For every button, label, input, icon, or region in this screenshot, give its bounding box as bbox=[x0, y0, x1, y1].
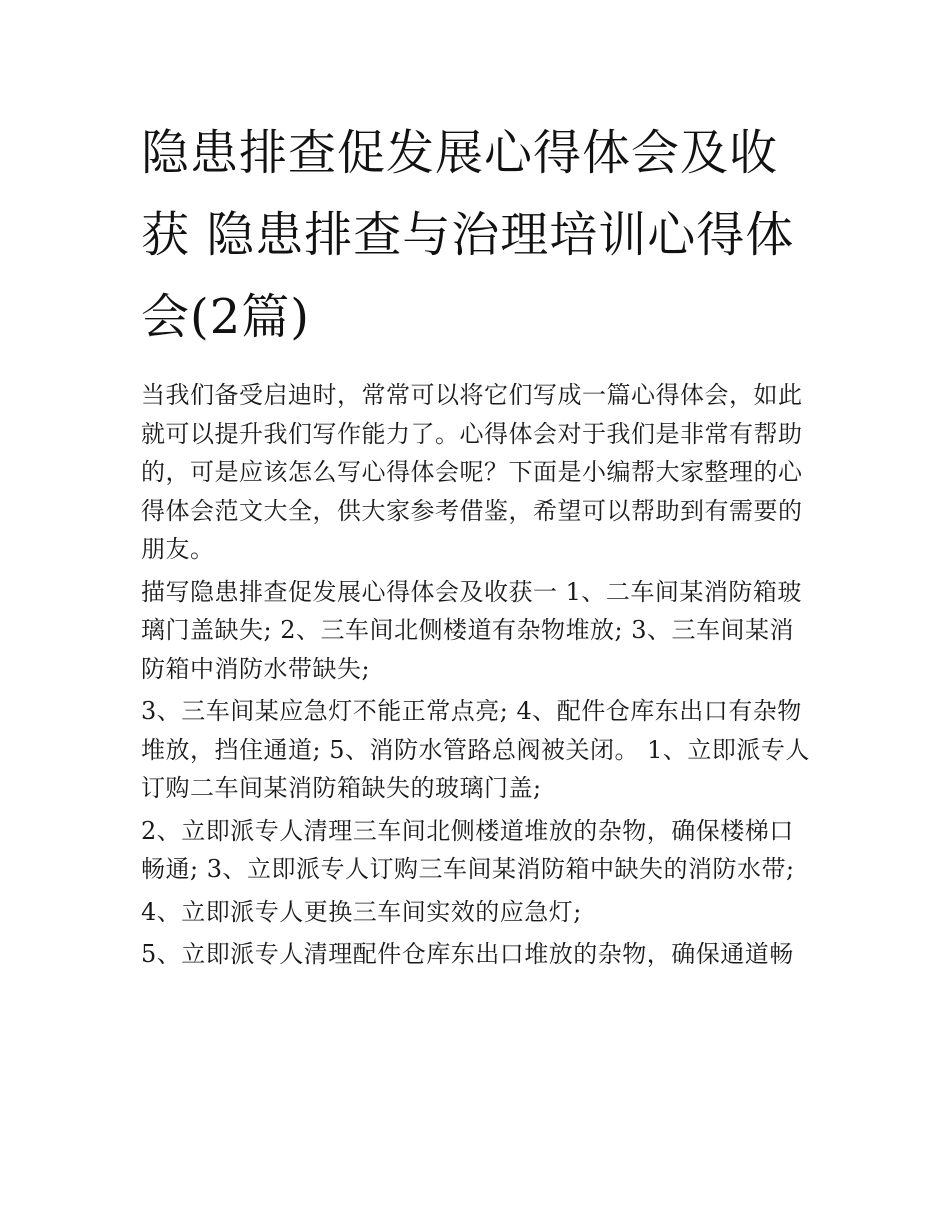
body-paragraph: 描写隐患排查促发展心得体会及收获一 1、二车间某消防箱玻璃门盖缺失; 2、三车间北侧楼道有杂物堆放; 3、三车间某消防箱中消防水带缺失; bbox=[141, 577, 802, 683]
intro-paragraph: 当我们备受启迪时，常常可以将它们写成一篇心得体会，如此就可以提升我们写作能力了。心得体会对于我们是非常有帮助的，可是应该怎么写心得体会呢？下面是小编帮大家整理的心得体会范文大全，供大家参考借鉴，希望可以帮助到有需要的朋友。 bbox=[141, 381, 803, 563]
document-title: 隐患排查促发展心得体会及收获 隐患排查与治理培训心得体会(2篇) bbox=[141, 125, 795, 345]
body-paragraph: 2、立即派专人清理三车间北侧楼道堆放的杂物，确保楼梯口畅通; 3、立即派专人订购三车间某消防箱中缺失的消防水带; bbox=[141, 816, 795, 883]
body-paragraph: 4、立即派专人更换三车间实效的应急灯; bbox=[141, 897, 582, 926]
body-paragraph: 5、立即派专人清理配件仓库东出口堆放的杂物，确保通道畅 bbox=[141, 940, 794, 968]
document-page bbox=[141, 112, 813, 978]
body-paragraph: 3、三车间某应急灯不能正常点亮; 4、配件仓库东出口有杂物堆放，挡住通道; 5、消防水管路总阀被关闭。 1、立即派专人订购二车间某消防箱缺失的玻璃门盖; bbox=[141, 697, 810, 802]
